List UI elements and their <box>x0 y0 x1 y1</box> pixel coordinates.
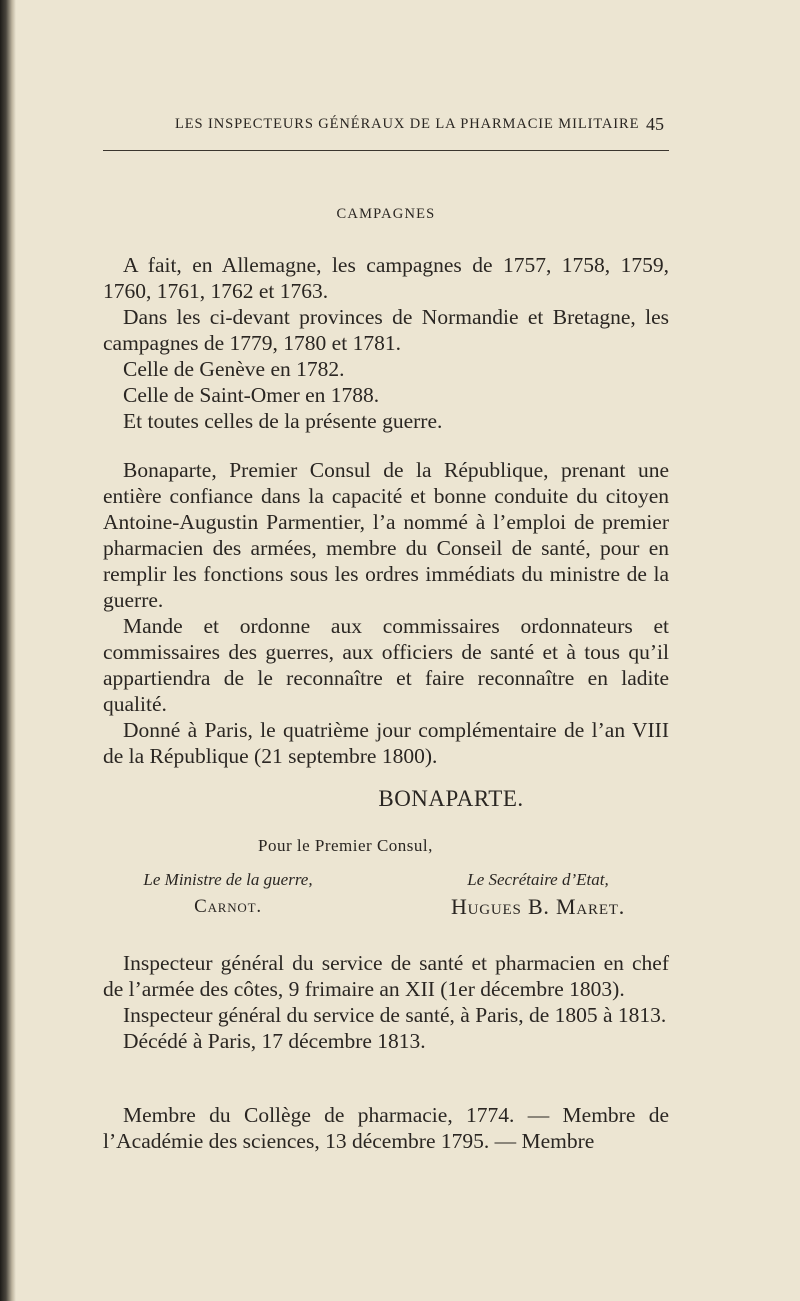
campaign-paragraph: Dans les ci-devant provinces de Normandie et Bretagne, les campagnes de 1779, 1780 et 1781. <box>103 305 669 355</box>
campaign-paragraph: Et toutes celles de la présente guerre. <box>123 409 443 433</box>
decree-paragraph: Bonaparte, Premier Consul de la République, prenant une entière confiance dans la capacité et bonne conduite du citoyen Antoine-Augustin Parmentier, l’a nommé à l’emploi de premier pharmacien des armées, membre du Conseil de santé, pour en remplir les fonctions sous les ordres immédiats du ministre de la guerre. <box>103 458 669 612</box>
decree-paragraph: Donné à Paris, le quatrième jour complémentaire de l’an VIII de la République (21 septembre 1800). <box>103 718 669 768</box>
campaign-paragraph: A fait, en Allemagne, les campagnes de 1757, 1758, 1759, 1760, 1761, 1762 et 1763. <box>103 253 669 303</box>
decree-block <box>103 457 669 769</box>
decree-paragraph: Mande et ordonne aux commissaires ordonnateurs et commissaires des guerres, aux officiers de santé et à tous qu’il appartiendra de le reconnaître et faire reconnaître en ladite qualité. <box>103 614 669 716</box>
countersign-minister <box>118 868 338 922</box>
section-title: CAMPAGNES <box>336 206 436 222</box>
minister-role: Le Ministre de la guerre, <box>143 870 313 889</box>
minister-name: Carnot. <box>194 896 262 917</box>
running-title: LES INSPECTEURS GÉNÉRAUX DE LA PHARMACIE MILITAIRE <box>175 116 640 132</box>
secretary-name: Hugues B. Maret. <box>450 894 626 919</box>
secretary-role: Le Secrétaire d’Etat, <box>467 870 609 889</box>
campaign-paragraph: Celle de Saint-Omer en 1788. <box>123 383 380 407</box>
header-rule <box>103 150 669 151</box>
campaigns-block <box>103 252 669 434</box>
career-paragraph: Décédé à Paris, 17 décembre 1813. <box>123 1029 426 1053</box>
page-number: 45 <box>646 114 664 134</box>
career-block <box>103 950 669 1054</box>
book-spine-edge <box>0 0 16 1301</box>
memberships-paragraph: Membre du Collège de pharmacie, 1774. — Membre de l’Académie des sciences, 13 décembre 1795. — Membre <box>103 1103 669 1153</box>
for-consul-line: Pour le Premier Consul, <box>258 836 433 855</box>
book-page <box>103 0 673 1301</box>
memberships-block <box>103 1102 669 1154</box>
campaign-paragraph: Celle de Genève en 1782. <box>123 357 345 381</box>
bonaparte-signature: BONAPARTE. <box>378 786 524 811</box>
career-paragraph: Inspecteur général du service de santé et pharmacien en chef de l’armée des côtes, 9 frimaire an XII (1er décembre 1803). <box>103 951 669 1001</box>
countersign-secretary <box>418 868 658 922</box>
career-paragraph: Inspecteur général du service de santé, à Paris, de 1805 à 1813. <box>123 1003 667 1027</box>
